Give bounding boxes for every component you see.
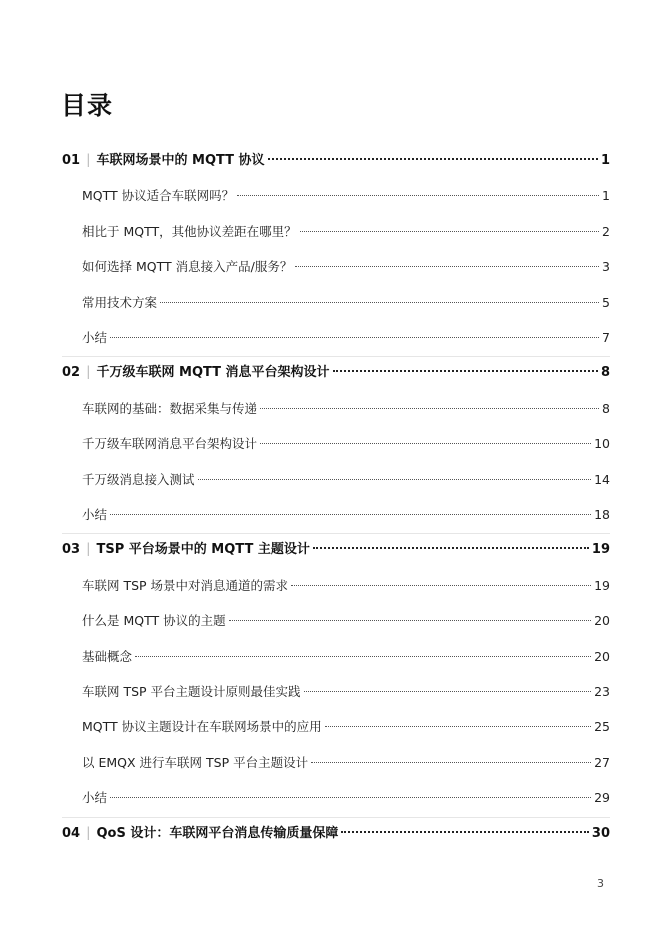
section-title: 千万级车联网消息平台架构设计 xyxy=(82,436,258,452)
toc-page-number: 7 xyxy=(602,330,610,345)
toc-page-number: 3 xyxy=(602,259,610,275)
chapter-title: 千万级车联网 MQTT 消息平台架构设计 xyxy=(96,365,330,381)
section-title: 基础概念 xyxy=(82,648,133,664)
section-title: 小结 xyxy=(82,330,108,345)
chapter-number: 02 xyxy=(62,365,81,381)
chapter-title: QoS 设计：车联网平台消息传输质量保障 xyxy=(96,825,339,841)
section-title: MQTT 协议主题设计在车联网场景中的应用 xyxy=(82,719,322,735)
dot-leader xyxy=(160,302,599,303)
dot-leader xyxy=(268,158,598,160)
dot-leader xyxy=(260,443,591,444)
toc-chapter-entry[interactable] xyxy=(62,823,610,845)
chapter-number: 03 xyxy=(62,542,81,558)
chapter-separator: | xyxy=(86,152,91,168)
section-title: 常用技术方案 xyxy=(82,294,158,310)
chapter-number: 04 xyxy=(62,825,81,841)
toc-section-entry[interactable] xyxy=(82,681,610,703)
toc-page-number: 2 xyxy=(602,223,610,239)
dot-leader xyxy=(110,514,591,515)
section-title: 如何选择 MQTT 消息接入产品/服务？ xyxy=(82,259,293,275)
chapter-divider xyxy=(62,533,610,534)
toc-section-entry[interactable] xyxy=(82,256,610,278)
dot-leader xyxy=(341,831,589,833)
toc-section-entry[interactable] xyxy=(82,504,610,526)
dot-leader xyxy=(237,195,599,196)
chapter-separator: | xyxy=(86,541,91,557)
toc-section-entry[interactable] xyxy=(82,752,610,774)
page-number: 3 xyxy=(597,877,604,890)
dot-leader xyxy=(229,620,591,621)
section-title: 车联网 TSP 平台主题设计原则最佳实践 xyxy=(82,684,301,699)
dot-leader xyxy=(295,266,599,267)
section-title: 小结 xyxy=(82,507,108,522)
toc-page-number: 1 xyxy=(600,153,610,168)
section-title: 小结 xyxy=(82,790,108,806)
section-title: 以 EMQX 进行车联网 TSP 平台主题设计 xyxy=(82,754,309,770)
section-title: 什么是 MQTT 协议的主题 xyxy=(82,613,226,629)
toc-section-entry[interactable] xyxy=(82,787,610,809)
chapter-number: 01 xyxy=(62,153,81,168)
toc-page-number: 8 xyxy=(602,400,610,416)
toc-page-number: 5 xyxy=(602,294,610,310)
toc-section-entry[interactable] xyxy=(82,646,610,668)
toc-page-number: 18 xyxy=(594,507,610,522)
toc-page-number: 14 xyxy=(594,471,610,487)
toc-page-number: 19 xyxy=(594,577,610,593)
chapter-title: 车联网场景中的 MQTT 协议 xyxy=(96,153,265,168)
dot-leader xyxy=(260,408,599,409)
chapter-separator: | xyxy=(86,364,91,380)
dot-leader xyxy=(198,479,592,480)
toc-section-entry[interactable] xyxy=(82,575,610,597)
toc-section-entry[interactable] xyxy=(82,610,610,632)
toc-section-entry[interactable] xyxy=(82,398,610,420)
toc-section-entry[interactable] xyxy=(82,221,610,243)
section-title: 车联网 TSP 场景中对消息通道的需求 xyxy=(82,577,289,593)
dot-leader xyxy=(291,585,591,586)
toc-section-entry[interactable] xyxy=(82,433,610,455)
toc-page-number: 20 xyxy=(594,613,610,629)
dot-leader xyxy=(333,370,598,372)
toc-section-entry[interactable] xyxy=(82,327,610,349)
dot-leader xyxy=(135,656,591,657)
toc-page-number: 25 xyxy=(594,719,610,735)
section-title: 千万级消息接入测试 xyxy=(82,471,195,487)
chapter-separator: | xyxy=(86,825,91,841)
toc-section-entry[interactable] xyxy=(82,185,610,207)
chapter-divider xyxy=(62,817,610,818)
toc-chapter-entry[interactable] xyxy=(62,539,610,561)
toc-chapter-entry[interactable] xyxy=(62,150,610,172)
dot-leader xyxy=(325,726,591,727)
dot-leader xyxy=(304,691,592,692)
toc-page-number: 20 xyxy=(594,648,610,664)
chapter-divider xyxy=(62,356,610,357)
toc-page-number: 29 xyxy=(594,790,610,806)
toc-page-number: 10 xyxy=(594,436,610,452)
toc-page-number: 27 xyxy=(594,754,610,770)
page-title: 目录 xyxy=(61,91,114,120)
toc-chapter-entry[interactable] xyxy=(62,362,610,384)
dot-leader xyxy=(311,762,591,763)
toc-page-number: 8 xyxy=(600,365,610,381)
toc-section-entry[interactable] xyxy=(82,292,610,314)
section-title: 相比于 MQTT，其他协议差距在哪里？ xyxy=(82,223,297,239)
toc-page-number: 30 xyxy=(591,825,610,841)
section-title: 车联网的基础：数据采集与传递 xyxy=(82,400,258,416)
dot-leader xyxy=(313,547,589,549)
section-title: MQTT 协议适合车联网吗？ xyxy=(82,188,235,204)
dot-leader xyxy=(110,337,599,338)
toc-section-entry[interactable] xyxy=(82,716,610,738)
chapter-title: TSP 平台场景中的 MQTT 主题设计 xyxy=(96,542,310,558)
dot-leader xyxy=(110,797,591,798)
toc-page-number: 19 xyxy=(591,542,610,558)
toc-section-entry[interactable] xyxy=(82,469,610,491)
dot-leader xyxy=(300,231,599,232)
toc-page-number: 1 xyxy=(602,188,610,204)
toc-page-number: 23 xyxy=(594,684,610,699)
